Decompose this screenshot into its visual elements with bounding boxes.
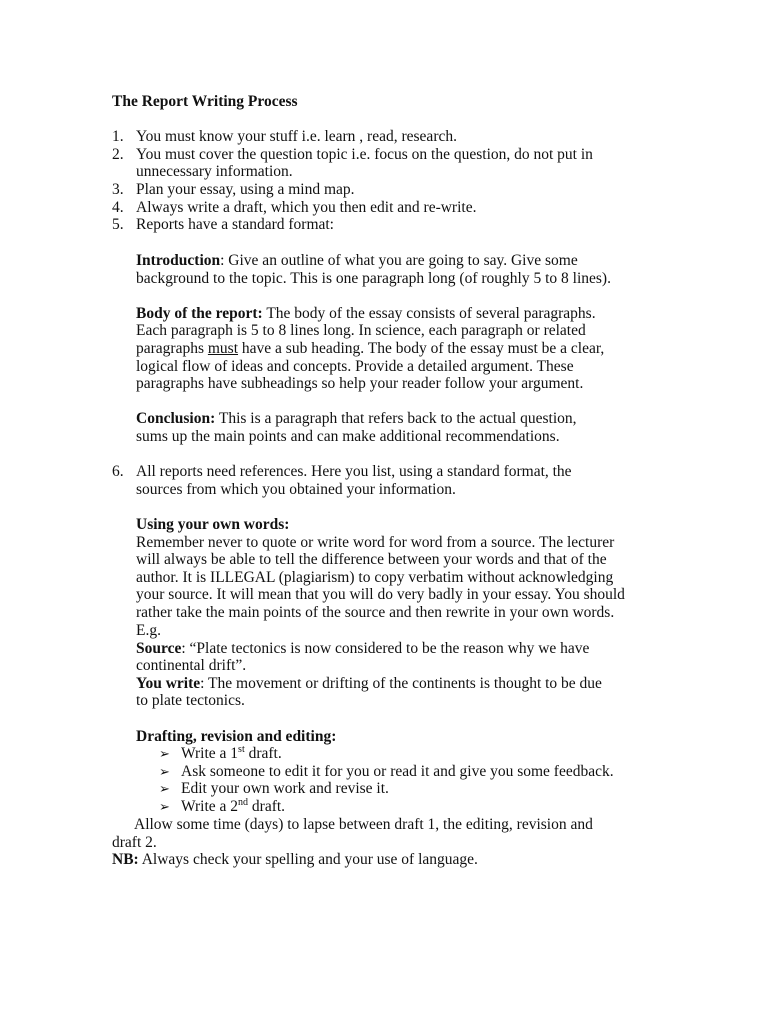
list-number: 5. bbox=[112, 216, 124, 233]
document-title: The Report Writing Process bbox=[112, 93, 298, 110]
body-label: Body of the report: bbox=[136, 305, 263, 322]
list-item-6-cont: sources from which you obtained your information. bbox=[136, 481, 456, 498]
body-text-line bbox=[136, 340, 604, 358]
drafting-bullet-2: Ask someone to edit it for you or read it and give you some feedback. bbox=[181, 763, 614, 780]
body-text-segment: paragraphs bbox=[136, 340, 208, 357]
list-item-1: You must know your stuff i.e. learn , read, research. bbox=[136, 128, 457, 145]
body-text-segment: have a sub heading. The body of the essay must be a clear, bbox=[238, 340, 605, 357]
list-item-2-cont: unnecessary information. bbox=[136, 163, 293, 180]
you-write-example bbox=[136, 675, 602, 693]
bullet-text: draft. bbox=[248, 798, 286, 815]
list-number: 4. bbox=[112, 199, 124, 216]
body-text-line: logical flow of ideas and concepts. Provide a detailed argument. These bbox=[136, 358, 574, 375]
own-words-line: Remember never to quote or write word for word from a source. The lecturer bbox=[136, 534, 615, 551]
body-text: The body of the essay consists of several paragraphs. bbox=[262, 305, 596, 322]
drafting-heading: Drafting, revision and editing: bbox=[136, 728, 337, 745]
source-text-cont: continental drift”. bbox=[136, 657, 247, 674]
introduction-label: Introduction bbox=[136, 252, 221, 269]
introduction-text: : Give an outline of what you are going to say. Give some bbox=[220, 252, 578, 269]
list-number: 2. bbox=[112, 146, 124, 163]
list-item-2: You must cover the question topic i.e. focus on the question, do not put in bbox=[136, 146, 593, 163]
own-words-line: will always be able to tell the difference between your words and that of the bbox=[136, 551, 607, 568]
bullet-text: Write a 2 bbox=[181, 798, 239, 815]
introduction-paragraph bbox=[136, 252, 578, 270]
own-words-line: author. It is ILLEGAL (plagiarism) to copy verbatim without acknowledging bbox=[136, 569, 614, 586]
drafting-bullet-1 bbox=[181, 745, 282, 763]
conclusion-label: Conclusion: bbox=[136, 410, 216, 427]
body-underlined-word: must bbox=[207, 340, 239, 357]
you-write-text-cont: to plate tectonics. bbox=[136, 692, 245, 709]
own-words-heading: Using your own words: bbox=[136, 516, 290, 533]
nb-label: NB: bbox=[112, 851, 139, 868]
you-write-label: You write bbox=[136, 675, 201, 692]
introduction-text-cont: background to the topic. This is one paragraph long (of roughly 5 to 8 lines). bbox=[136, 270, 611, 287]
superscript: st bbox=[238, 744, 245, 755]
superscript: nd bbox=[238, 797, 249, 808]
own-words-line: rather take the main points of the source and then rewrite in your own words. bbox=[136, 604, 615, 621]
conclusion-text: This is a paragraph that refers back to the actual question, bbox=[215, 410, 577, 427]
drafting-note: Allow some time (days) to lapse between draft 1, the editing, revision and bbox=[134, 816, 593, 833]
bullet-text: Write a 1 bbox=[181, 745, 239, 762]
list-item-4: Always write a draft, which you then edit and re-write. bbox=[136, 199, 477, 216]
list-item-6: All reports need references. Here you list, using a standard format, the bbox=[136, 463, 572, 480]
arrow-bullet-icon: ➢ bbox=[159, 800, 170, 815]
conclusion-text-cont: sums up the main points and can make additional recommendations. bbox=[136, 428, 560, 445]
drafting-note-cont: draft 2. bbox=[112, 834, 157, 851]
body-paragraph bbox=[136, 305, 596, 323]
source-label: Source bbox=[136, 640, 182, 657]
list-number: 6. bbox=[112, 463, 124, 480]
nb-text: Always check your spelling and your use of language. bbox=[138, 851, 478, 868]
list-item-3: Plan your essay, using a mind map. bbox=[136, 181, 355, 198]
list-number: 3. bbox=[112, 181, 124, 198]
bullet-text: draft. bbox=[244, 745, 282, 762]
you-write-text: : The movement or drifting of the continents is thought to be due bbox=[200, 675, 602, 692]
arrow-bullet-icon: ➢ bbox=[159, 765, 170, 780]
source-text: : “Plate tectonics is now considered to be the reason why we have bbox=[181, 640, 590, 657]
source-example bbox=[136, 640, 589, 658]
conclusion-paragraph bbox=[136, 410, 577, 428]
own-words-line: E.g. bbox=[136, 622, 161, 639]
own-words-line: your source. It will mean that you will do very badly in your essay. You should bbox=[136, 586, 625, 603]
body-text-line: Each paragraph is 5 to 8 lines long. In science, each paragraph or related bbox=[136, 322, 586, 339]
list-item-5: Reports have a standard format: bbox=[136, 216, 334, 233]
arrow-bullet-icon: ➢ bbox=[159, 747, 170, 762]
list-number: 1. bbox=[112, 128, 124, 145]
drafting-bullet-4 bbox=[181, 798, 285, 816]
drafting-bullet-3: Edit your own work and revise it. bbox=[181, 780, 389, 797]
body-text-line: paragraphs have subheadings so help your reader follow your argument. bbox=[136, 375, 584, 392]
arrow-bullet-icon: ➢ bbox=[159, 782, 170, 797]
nb-note bbox=[112, 851, 478, 869]
